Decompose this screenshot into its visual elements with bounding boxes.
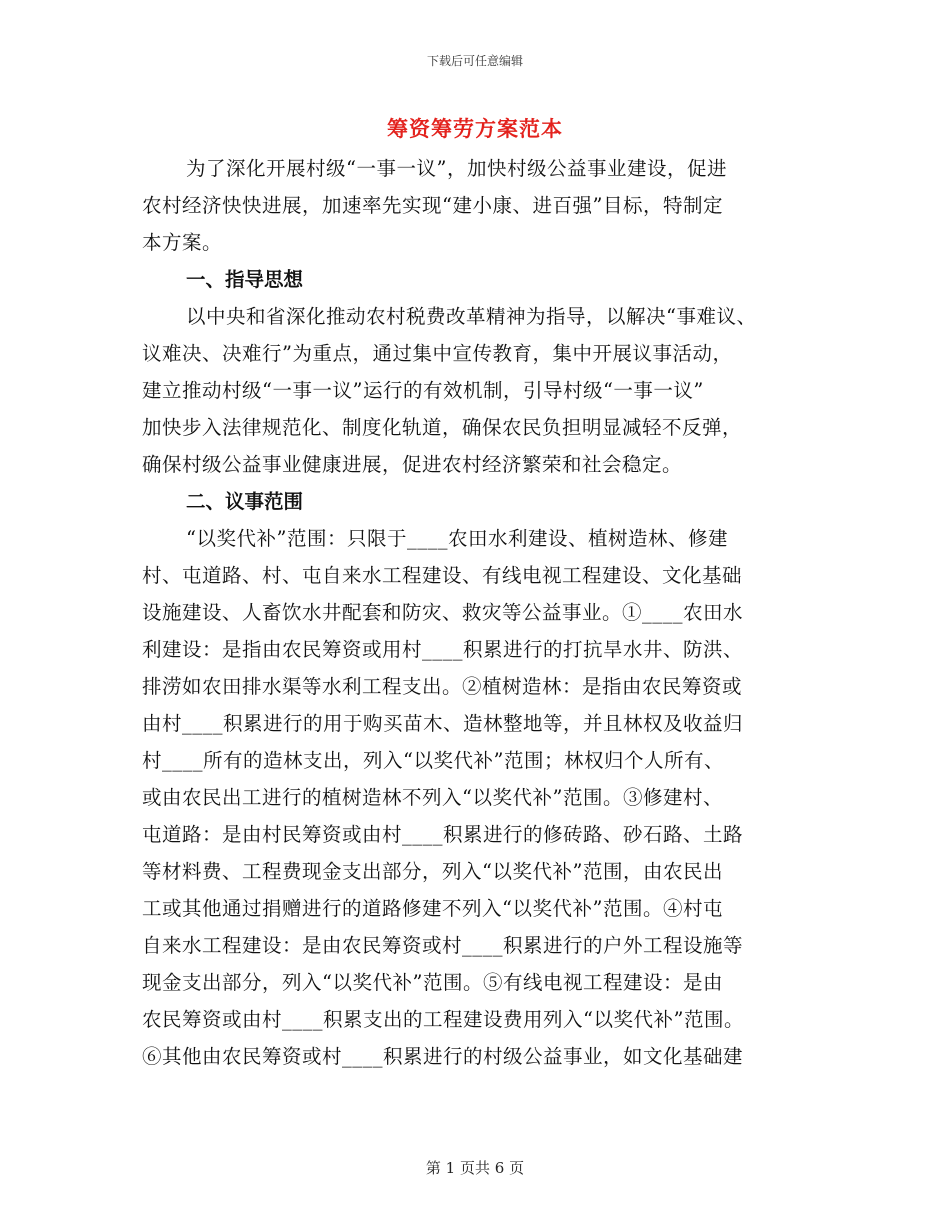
section-heading-scope: 二、议事范围 — [186, 490, 304, 513]
intro-line: 为了深化开展村级“一事一议”，加快村级公益事业建设，促进 — [186, 157, 727, 180]
section2-line: 自来水工程建设：是由农民筹资或村____积累进行的户外工程设施等 — [142, 934, 744, 957]
section1-line: 议难决、决难行”为重点，通过集中宣传教育，集中开展议事活动， — [142, 342, 733, 365]
section2-line: 由村____积累进行的用于购买苗木、造林整地等，并且林权及收益归 — [142, 712, 744, 735]
section2-line: 利建设：是指由农民筹资或用村____积累进行的打抗旱水井、防洪、 — [142, 638, 744, 661]
section2-line: 设施建设、人畜饮水井配套和防灾、救灾等公益事业。①____农田水 — [142, 601, 744, 624]
section2-line: ⑥其他由农民筹资或村____积累进行的村级公益事业，如文化基础建 — [142, 1045, 744, 1068]
section2-line: 村、屯道路、村、屯自来水工程建设、有线电视工程建设、文化基础 — [142, 564, 743, 587]
section2-line: 现金支出部分，列入“以奖代补”范围。⑤有线电视工程建设：是由 — [142, 971, 723, 994]
document-title: 筹资筹劳方案范本 — [387, 116, 563, 141]
section1-line: 建立推动村级“一事一议”运行的有效机制，引导村级“一事一议” — [142, 379, 704, 402]
section2-line: 村____所有的造林支出，列入“以奖代补”范围；林权归个人所有、 — [142, 749, 724, 772]
page-number: 第 1 页共 6 页 — [425, 1159, 525, 1177]
section2-line: 或由农民出工进行的植树造林不列入“以奖代补”范围。③修建村、 — [142, 786, 723, 809]
section2-line: 农民筹资或由村____积累支出的工程建设费用列入“以奖代补”范围。 — [142, 1008, 744, 1031]
section-heading-guiding-ideology: 一、指导思想 — [186, 268, 304, 291]
section2-line: 工或其他通过捐赠进行的道路修建不列入“以奖代补”范围。④村屯 — [142, 897, 723, 920]
intro-line: 农村经济快快进展，加速率先实现“建小康、进百强”目标，特制定 — [142, 194, 723, 217]
intro-line: 本方案。 — [142, 231, 223, 254]
header-note: 下载后可任意编辑 — [426, 54, 523, 68]
section2-line: 屯道路：是由村民筹资或由村____积累进行的修砖路、砂石路、土路 — [142, 823, 744, 846]
section2-line: “以奖代补”范围：只限于____农田水利建设、植树造林、修建 — [186, 527, 728, 550]
section1-line: 以中央和省深化推动农村税费改革精神为指导，以解决“事难议、 — [186, 305, 757, 328]
section1-line: 加快步入法律规范化、制度化轨道，确保农民负担明显减轻不反弹， — [142, 416, 743, 439]
section2-line: 等材料费、工程费现金支出部分，列入“以奖代补”范围，由农民出 — [142, 860, 723, 883]
section2-line: 排涝如农田排水渠等水利工程支出。②植树造林：是指由农民筹资或 — [142, 675, 743, 698]
section1-line: 确保村级公益事业健康进展，促进农村经济繁荣和社会稳定。 — [142, 453, 683, 476]
